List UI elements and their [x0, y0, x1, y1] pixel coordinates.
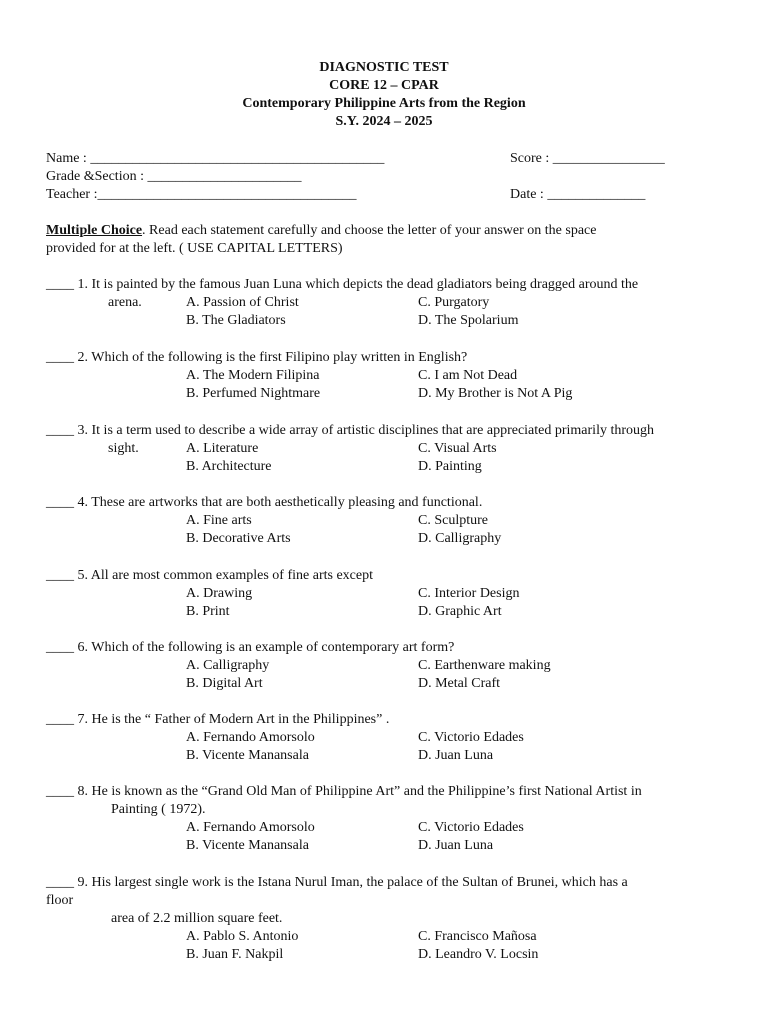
question-6-option-c: C. Earthenware making — [418, 658, 551, 673]
question-9-option-b: B. Juan F. Nakpil — [186, 947, 284, 962]
question-5-option-a: A. Drawing — [186, 586, 253, 601]
question-4-option-b: B. Decorative Arts — [186, 531, 291, 546]
question-2-option-b: B. Perfumed Nightmare — [186, 386, 321, 401]
question-3-stem-cont: sight. — [108, 441, 139, 456]
question-6-stem: ____ 6. Which of the following is an example of contemporary art form? — [46, 640, 455, 655]
question-3-stem: ____ 3. It is a term used to describe a wide array of artistic disciplines that are appreciated primarily through — [46, 423, 655, 438]
question-6-option-a: A. Calligraphy — [186, 658, 270, 673]
question-1-stem-cont: arena. — [108, 295, 142, 310]
question-1-stem: ____ 1. It is painted by the famous Juan Luna which depicts the dead gladiators being dragged around the — [46, 277, 639, 292]
question-8-option-c: C. Victorio Edades — [418, 820, 524, 835]
question-8-stem: ____ 8. He is known as the “Grand Old Man of Philippine Art” and the Philippine’s first National Artist in — [46, 784, 642, 799]
question-1-option-a: A. Passion of Christ — [186, 295, 299, 310]
question-7-option-d: D. Juan Luna — [418, 748, 494, 763]
question-6-option-b: B. Digital Art — [186, 676, 263, 691]
question-5-option-d: D. Graphic Art — [418, 604, 502, 619]
question-9-stem-cont: area of 2.2 million square feet. — [111, 911, 283, 926]
question-3-option-d: D. Painting — [418, 459, 482, 474]
instructions-line-1 — [46, 222, 596, 240]
question-9-stem: ____ 9. His largest single work is the Istana Nurul Iman, the palace of the Sultan of Brunei, which has a — [46, 875, 628, 890]
section-label-multiple-choice: Multiple Choice — [46, 223, 143, 238]
question-7-option-c: C. Victorio Edades — [418, 730, 524, 745]
question-8-option-b: B. Vicente Manansala — [186, 838, 309, 853]
question-8-stem-cont: Painting ( 1972). — [111, 802, 206, 817]
title-diagnostic-test: DIAGNOSTIC TEST — [319, 60, 449, 75]
date-field[interactable]: Date : ______________ — [510, 187, 646, 202]
question-8-option-d: D. Juan Luna — [418, 838, 494, 853]
question-7-option-a: A. Fernando Amorsolo — [186, 730, 315, 745]
question-2-option-c: C. I am Not Dead — [418, 368, 518, 383]
question-5-option-c: C. Interior Design — [418, 586, 520, 601]
instructions-line-2: provided for at the left. ( USE CAPITAL LETTERS) — [46, 241, 343, 256]
instructions-text: . Read each statement carefully and choose the letter of your answer on the space — [142, 223, 597, 238]
question-9-option-c: C. Francisco Mañosa — [418, 929, 537, 944]
question-9-stem-wrap: floor — [46, 893, 74, 908]
question-7-option-b: B. Vicente Manansala — [186, 748, 309, 763]
question-3-option-c: C. Visual Arts — [418, 441, 497, 456]
question-3-option-a: A. Literature — [186, 441, 259, 456]
title-school-year: S.Y. 2024 – 2025 — [335, 114, 433, 129]
title-course-name: Contemporary Philippine Arts from the Region — [242, 96, 526, 111]
question-8-option-a: A. Fernando Amorsolo — [186, 820, 315, 835]
name-field[interactable]: Name : __________________________________________ — [46, 151, 385, 166]
question-7-stem: ____ 7. He is the “ Father of Modern Art in the Philippines” . — [46, 712, 390, 727]
question-2-option-d: D. My Brother is Not A Pig — [418, 386, 573, 401]
question-4-option-a: A. Fine arts — [186, 513, 252, 528]
question-1-option-c: C. Purgatory — [418, 295, 490, 310]
question-1-option-b: B. The Gladiators — [186, 313, 286, 328]
question-9-option-a: A. Pablo S. Antonio — [186, 929, 299, 944]
question-1-option-d: D. The Spolarium — [418, 313, 519, 328]
question-5-option-b: B. Print — [186, 604, 230, 619]
question-6-option-d: D. Metal Craft — [418, 676, 501, 691]
question-4-option-c: C. Sculpture — [418, 513, 488, 528]
question-4-option-d: D. Calligraphy — [418, 531, 502, 546]
teacher-field[interactable]: Teacher :_____________________________________ — [46, 187, 357, 202]
question-9-option-d: D. Leandro V. Locsin — [418, 947, 539, 962]
question-5-stem: ____ 5. All are most common examples of fine arts except — [46, 568, 373, 583]
title-course-code: CORE 12 – CPAR — [329, 78, 439, 93]
grade-section-field[interactable]: Grade &Section : ______________________ — [46, 169, 302, 184]
question-2-stem: ____ 2. Which of the following is the first Filipino play written in English? — [46, 350, 468, 365]
score-field[interactable]: Score : ________________ — [510, 151, 665, 166]
question-2-option-a: A. The Modern Filipina — [186, 368, 320, 383]
question-3-option-b: B. Architecture — [186, 459, 272, 474]
question-4-stem: ____ 4. These are artworks that are both aesthetically pleasing and functional. — [46, 495, 483, 510]
